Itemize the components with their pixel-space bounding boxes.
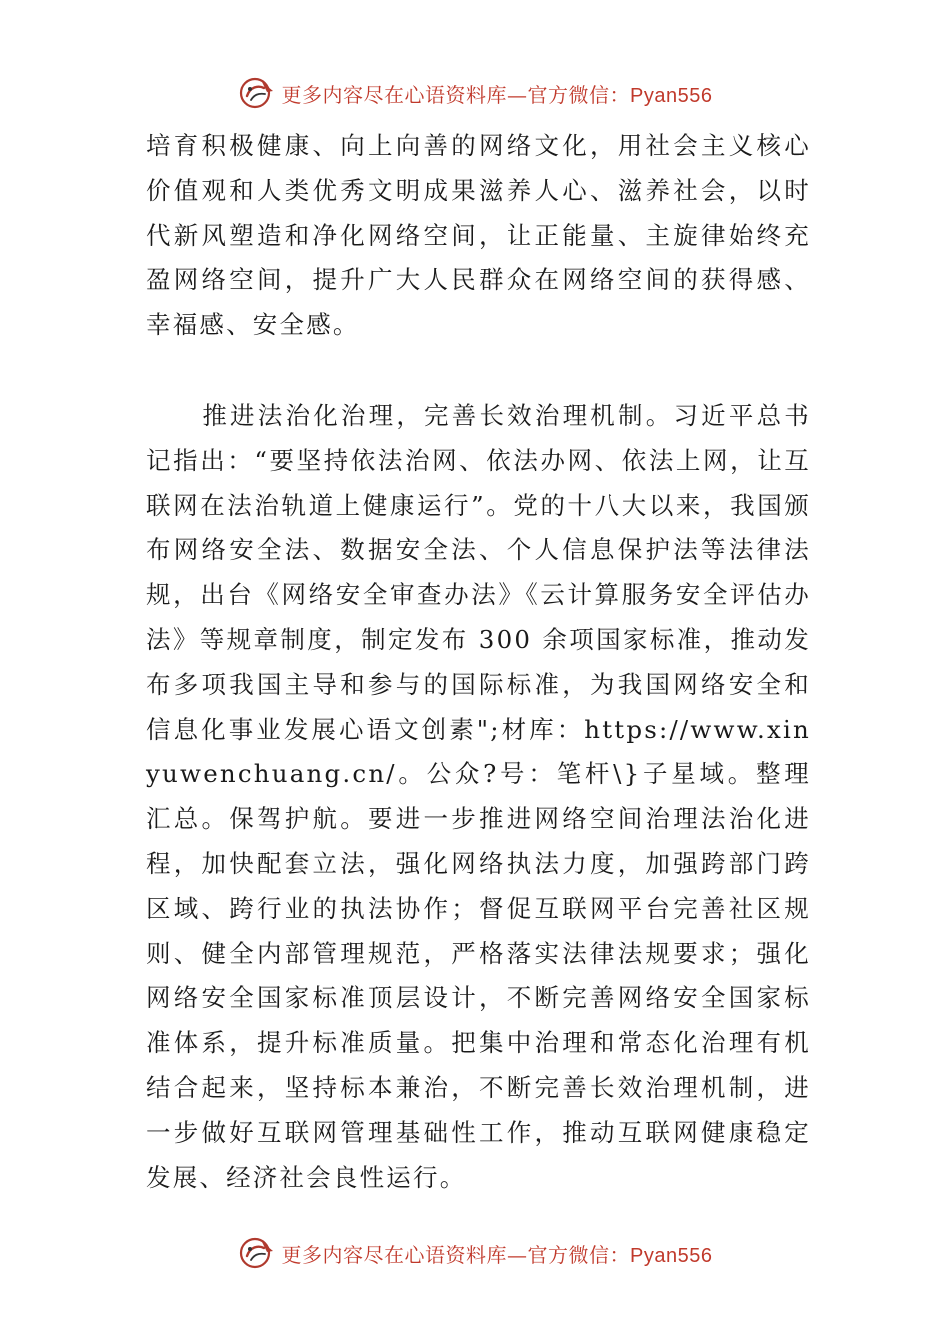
watermark-text: 更多内容尽在心语资料库—官方微信：Pyan556 xyxy=(281,1242,713,1267)
paragraph-1: 培育积极健康、向上向善的网络文化，用社会主义核心价值观和人类优秀文明成果滋养人心、滋养社会，以时代新风塑造和净化网络空间，让正能量、主旋律始终充盈网络空间，提升广大人民群众在网络空间的获得感、幸福感、安全感。 xyxy=(146,131,811,340)
document-body xyxy=(146,124,811,1200)
header-watermark-banner xyxy=(0,73,950,113)
watermark-text: 更多内容尽在心语资料库—官方微信：Pyan556 xyxy=(281,82,713,107)
wechat-id: Pyan556 xyxy=(630,84,713,107)
wechat-id: Pyan556 xyxy=(630,1244,713,1267)
seal-logo-icon xyxy=(238,1236,276,1270)
seal-logo-icon xyxy=(238,76,276,110)
paragraph-2: 推进法治化治理，完善长效治理机制。习近平总书记指出：“要坚持依法治网、依法办网、依法上网，让互联网在法治轨道上健康运行”。党的十八大以来，我国颁布网络安全法、数据安全法、个人信息保护法等法律法规，出台《网络安全审查办法》《云计算服务安全评估办法》等规章制度，制定发布 300 余项国家标准，推动发布多项我国主导和参与的国际标准，为我国网络安全和信息化事业发展心语文创素";材库：https://www.xinyuwenchuang.cn/。公众?号：笔杆\}子星域。整理汇总。保驾护航。要进一步推进网络空间治理法治化进程，加快配套立法，强化网络执法力度，加强跨部门跨区域、跨行业的执法协作；督促互联网平台完善社区规则、健全内部管理规范，严格落实法律法规要求；强化网络安全国家标准顶层设计，不断完善网络安全国家标准体系，提升标准质量。把集中治理和常态化治理有机结合起来，坚持标本兼治，不断完善长效治理机制，进一步做好互联网管理基础性工作，推动互联网健康稳定发展、经济社会良性运行。 xyxy=(146,400,811,1192)
footer-watermark-banner xyxy=(0,1233,950,1273)
